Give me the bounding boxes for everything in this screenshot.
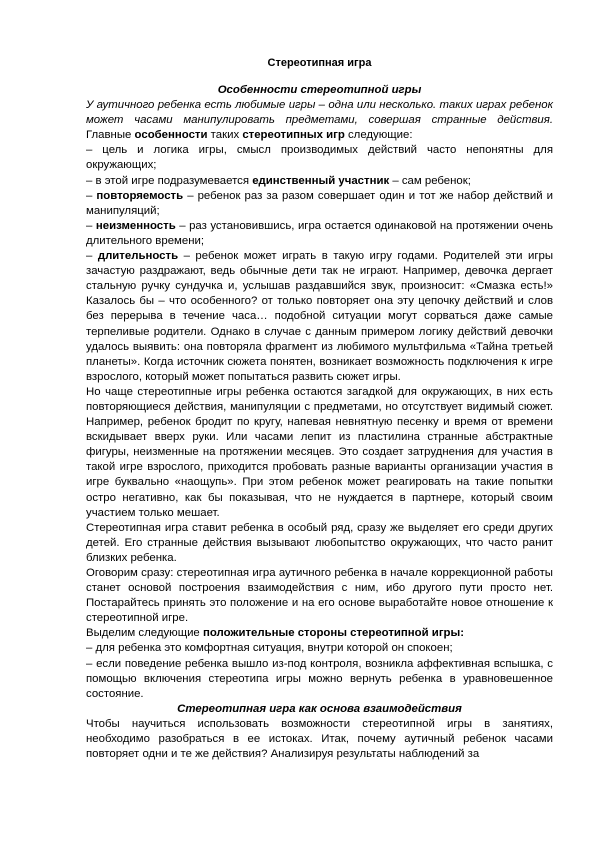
intro-text: Главные [86,129,135,142]
para-text: Выделим следующие [86,627,203,640]
list-item-single-participant [86,174,553,189]
section-heading-features: Особенности стереотипной игры [217,84,422,96]
spacer [86,70,553,83]
section-heading-interaction: Стереотипная игра как основа взаимодействия [177,702,462,715]
intro-paragraph [86,98,553,143]
list-item-duration [86,249,553,385]
paragraph-positive-sides [86,626,553,641]
paragraph-basis: Оговорим сразу: стереотипная игра аутичного ребенка в начале коррекционной работы станет основой построения взаимодействия с ним, ибо другого пути просто нет. Постарайтесь принять это положение и на его основе выработайте новое отношение к стереотипной игре. [86,567,553,625]
list-item-repeatability [86,189,553,219]
document-title: Стереотипная игра [267,57,372,69]
item-text: – [86,250,98,263]
intro-text: следующие: [344,129,413,142]
list-item-comfort: – для ребенка это комфортная ситуация, внутри которой он спокоен; [86,642,453,655]
para-bold: положительные стороны стереотипной игры: [202,627,465,640]
intro-text: таких [207,129,243,142]
intro-bold-features: особенности [134,129,208,142]
item-bold: повторяемость [96,189,184,202]
document-page [86,56,553,762]
item-text: – ребенок раз за разом совершает один и тот же набор действий и манипуляций; [86,189,554,217]
paragraph-special-row: Стереотипная игра ставит ребенка в особый ряд, сразу же выделяет его среди других детей. Его странные действия вызывают любопытство окружающих, что часто ранит близких ребенка. [86,521,553,564]
intro-bold-games: стереотипных игр [242,129,345,142]
item-text: – [86,219,96,232]
item-bold: длительность [97,250,179,263]
item-text: – в этой игре подразумевается [86,174,253,187]
item-text: – раз установившись, игра остается одинаковой на протяжении очень длительного времени; [86,219,554,247]
item-bold: единственный участник [252,174,390,187]
list-item-goal: – цель и логика игры, смысл производимых действий часто непонятны для окружающих; [86,144,553,172]
list-item-invariance [86,219,553,249]
item-text: – ребенок может играть в такую игру годами. Родителей эти игры зачастую раздражают, ведь обычные дети так не играют. Например, девочка дергает стальную ручку сундучка и, услышав раздавшийся звук, произносит: «Смазка есть!» Казалось бы – что особенного? от только повторяет она эту цепочку действий и слов без перерыва в течение часа… подобной ситуации могут сорваться даже самые терпеливые родители. Однако в случае с данным примером логику действий девочки удалось выявить: она повторяла фрагмент из любимого мультфильма «Тайна третьей планеты». Когда источник сюжета понятен, возникает возможность подключения к игре взрослого, который может попытаться развить сюжет игры. [86,250,554,383]
item-text: – [86,189,97,202]
list-item-affect: – если поведение ребенка вышло из-под контроля, возникла аффективная вспышка, с помощью включения стереотипа игры можно вернуть ребенка в уравновешенное состояние. [86,657,553,700]
item-text: – сам ребенок; [389,174,471,187]
paragraph-origins: Чтобы научиться использовать возможности стереотипной игры в занятиях, необходимо разобраться в ее истоках. Итак, почему аутичный ребенок часами повторяет одни и те же действия? Анализируя результаты наблюдений за [86,717,553,761]
intro-italic-text: У аутичного ребенка есть любимые игры – одна или несколько. таких играх ребенок может часами манипулировать предметами, совершая странные действия. [86,99,553,127]
item-bold: неизменность [95,219,176,232]
paragraph-mystery: Но чаще стереотипные игры ребенка остаются загадкой для окружающих, в них есть повторяющиеся действия, манипуляции с предметами, но отсутствует видимый сюжет. Например, ребенок бродит по кругу, напевая невнятную песенку и время от времени вскидывает вверх руки. Или часами лепит из пластилина странные абстрактные фигуры, неизменные на протяжении месяцев. Это создает затруднения для участия в такой игре взрослого, приходится пробовать разные варианты организации участия в игре буквально «наощупь». При этом ребенок может реагировать на такие попытки остро негативно, как бы показывая, что не нуждается в партнере, который своим участием только мешает. [86,385,553,519]
